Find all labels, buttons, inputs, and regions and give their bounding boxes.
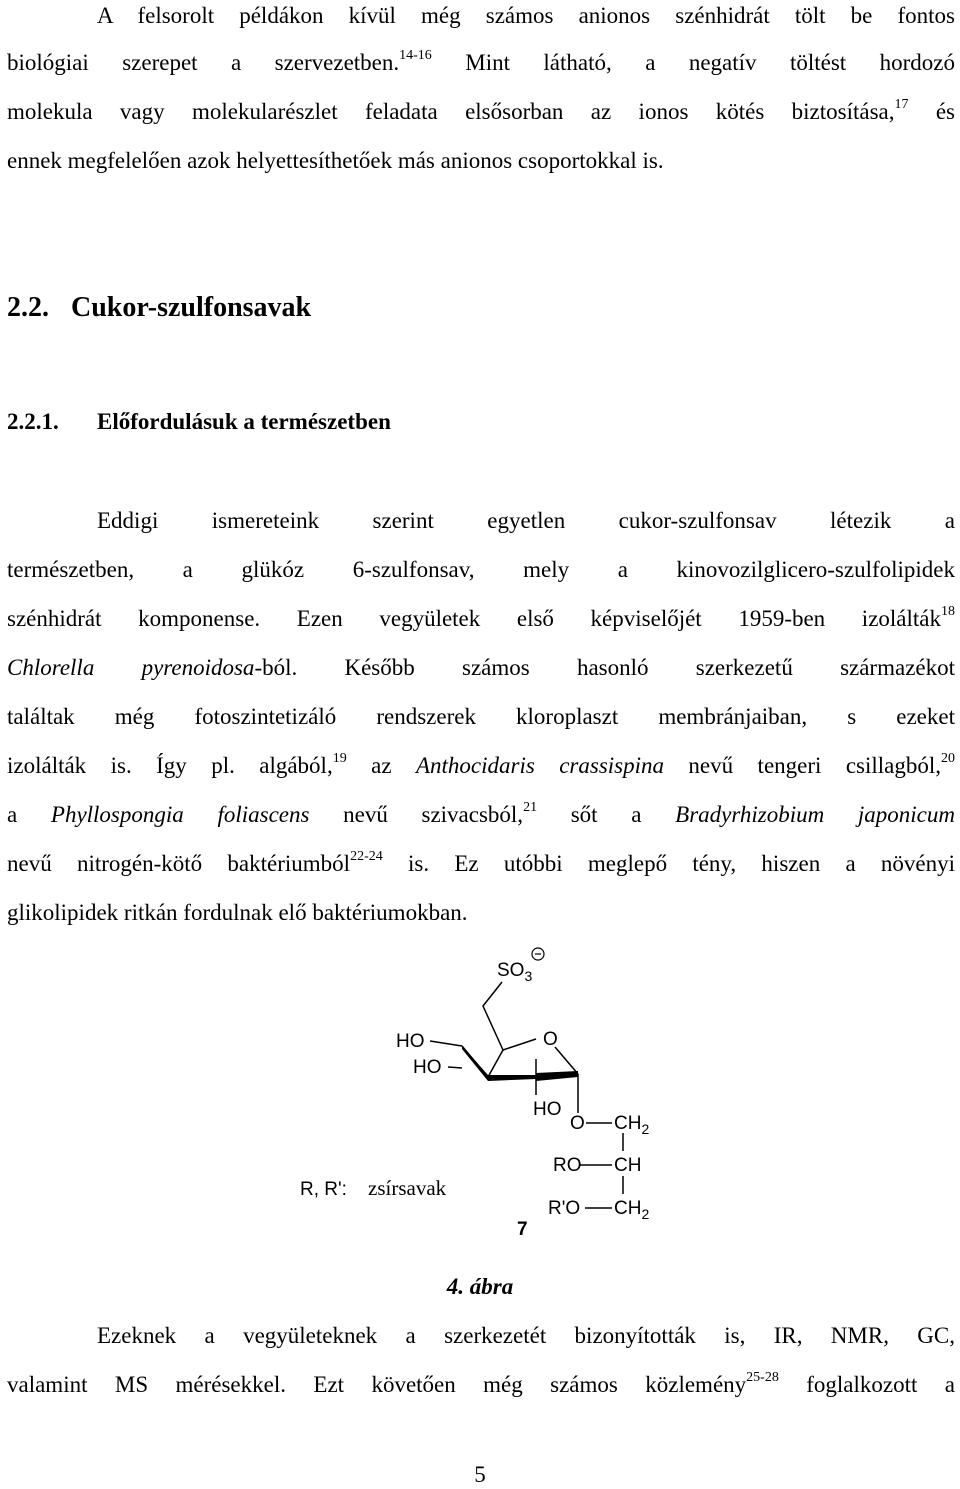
paragraph-2-line-9 (7, 898, 955, 928)
text: ennek megfelelően azok helyettesíthetőek más anionos csoportokkal is. (7, 148, 664, 173)
text: Mint látható, a negatív töltést hordozó (431, 50, 956, 75)
r-prime-o-label: R'O (548, 1198, 581, 1219)
section-title: Cukor-szulfonsavak (71, 292, 312, 323)
chemical-structure-figure (290, 935, 650, 1250)
subsection-number: 2.2.1. (7, 409, 59, 434)
species-name: Bradyrhizobium japonicum (675, 802, 955, 827)
hydroxyl-label-1: HO (396, 1031, 425, 1052)
citation-ref: 17 (894, 97, 909, 113)
subsection-heading (7, 407, 391, 437)
text: A felsorolt példákon kívül még számos anionos szénhidrát tölt be fontos (97, 3, 955, 28)
hydroxyl-label-3: HO (533, 1099, 562, 1120)
text: az (346, 753, 416, 778)
text: találtak még fotoszintetizáló rendszerek kloroplaszt membránjaiban, s ezeket (7, 704, 955, 729)
paragraph-2-line-3 (7, 604, 955, 634)
text: és (908, 99, 955, 124)
paragraph-1-line-2 (7, 48, 955, 78)
paragraph-3-line-2 (7, 1370, 955, 1400)
text: a (7, 802, 51, 827)
text: nevű tengeri csillagból, (664, 753, 942, 778)
text: szénhidrát komponense. Ezen vegyületek első képviselőjét 1959-ben izolálták (7, 606, 941, 631)
section-heading (7, 290, 311, 326)
paragraph-2-line-6 (7, 751, 955, 781)
legend-r-label: R, R': (300, 1179, 347, 1200)
text: biológiai szerepet a szervezetben. (7, 50, 400, 75)
text: izolálták is. Így pl. algából, (7, 753, 333, 778)
citation-ref: 20 (941, 751, 956, 767)
glycosidic-oxygen-label: O (570, 1113, 585, 1134)
paragraph-2-line-2 (7, 555, 955, 585)
paragraph-1-line-4 (7, 146, 955, 176)
text: -ból. Később számos hasonló szerkezetű származékot (254, 655, 956, 680)
ch2-top-label: $CH_2$ (614, 1113, 650, 1137)
text: glikolipidek ritkán fordulnak elő baktériumokban. (7, 900, 468, 925)
text: Eddigi ismereteink szerint egyetlen cukor-szulfonsav létezik a (97, 508, 955, 533)
paragraph-2-line-5 (7, 702, 955, 732)
text: molekula vagy molekularészlet feladata elsősorban az ionos kötés biztosítása, (7, 99, 895, 124)
text: természetben, a glükóz 6-szulfonsav, mely a kinovozilglicero-szulfolipidek (7, 557, 955, 582)
ring-oxygen-label: O (543, 1029, 558, 1050)
citation-ref: 18 (941, 604, 955, 620)
citation-ref: 21 (523, 800, 538, 816)
section-number: 2.2. (7, 292, 49, 323)
structure-drawing (290, 935, 650, 1250)
paragraph-3-line-1 (97, 1321, 955, 1351)
citation-ref: 19 (332, 751, 347, 767)
citation-ref: 25-28 (746, 1370, 779, 1386)
paragraph-2-line-4 (7, 653, 955, 683)
citation-ref: 22-24 (350, 849, 383, 865)
ring-bold-edge-right (536, 1071, 578, 1081)
paragraph-2-line-8 (7, 849, 955, 879)
text: nevű nitrogén-kötő baktériumból (7, 851, 351, 876)
species-name: Anthocidaris crassispina (415, 753, 665, 778)
paragraph-1-line-1 (97, 1, 955, 31)
text: sőt a (537, 802, 676, 827)
sulfonate-label: $SO_3$ (497, 960, 533, 984)
text: nevű szivacsból, (309, 802, 524, 827)
ring-bold-edge (462, 1046, 536, 1081)
text: Ezeknek a vegyületeknek a szerkezetét bizonyították is, IR, NMR, GC, (97, 1323, 955, 1348)
citation-ref: 14-16 (399, 48, 432, 64)
paragraph-2-line-7 (7, 800, 955, 830)
legend-text: zsírsavak (368, 1176, 447, 1200)
ro-label: RO (553, 1155, 582, 1176)
text: is. Ez utóbbi meglepő tény, hiszen a növényi (382, 851, 956, 876)
species-name: Chlorella pyrenoidosa (7, 655, 255, 680)
text: foglalkozott a (778, 1372, 955, 1397)
species-name: Phyllospongia foliascens (50, 802, 310, 827)
subsection-title: Előfordulásuk a természetben (97, 409, 391, 434)
figure-caption: 4. ábra (446, 1274, 514, 1299)
paragraph-2-line-1 (97, 506, 955, 536)
compound-number: 7 (517, 1219, 528, 1240)
text: valamint MS mérésekkel. Ezt követően még számos közlemény (7, 1372, 747, 1397)
ch-label: CH (614, 1155, 642, 1176)
hydroxyl-label-2: HO (413, 1057, 442, 1078)
page-number: 5 (474, 1462, 486, 1487)
bond-lines (430, 982, 623, 1208)
paragraph-1-line-3 (7, 97, 955, 127)
ch2-bottom-label: $CH_2$ (614, 1198, 650, 1222)
